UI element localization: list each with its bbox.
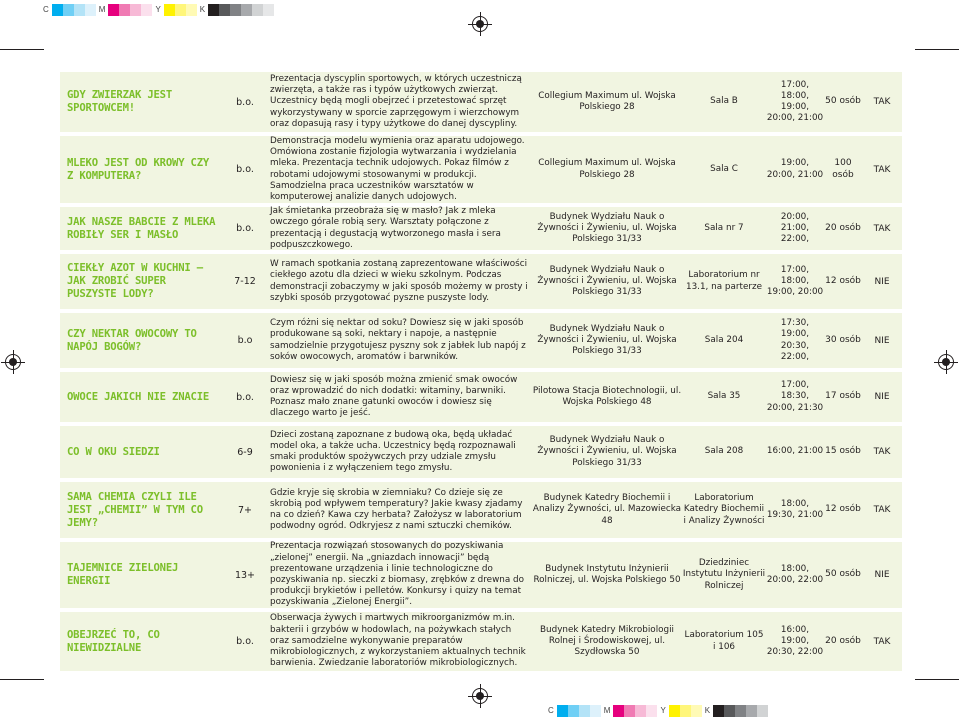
swatch (613, 705, 624, 717)
age-group: 7-12 (234, 276, 256, 287)
workshop-room: Laboratorium 105 i 106 (684, 630, 764, 652)
crop-line (0, 679, 44, 680)
workshop-location: Collegium Maximum ul. Wojska Polskiego 28 (538, 158, 676, 180)
workshop-description: Dzieci zostaną zapoznane z budową oka, będą układać model oka, a także ucha. Uczestnicy będą rozpoznawali smaki produktów spożywczych przy udziale zmysłu powonienia i z wyłączeniem tego zmysłu. (270, 429, 516, 474)
workshop-description: Prezentacja dyscyplin sportowych, w których uczestniczą zwierzęta, a także ras i typów użytkowych zwierząt. Uczestnicy będą mogli obejrzeć i przetestować sprzęt wykorzystywany w sporcie zaprzęgowym i wierzchowym oraz dopasują rasy i typy użytkowe do danej dyscypliny. (270, 73, 522, 129)
participant-count: 30 osób (825, 334, 861, 345)
swatch (186, 4, 197, 16)
swatch (208, 4, 219, 16)
table-row (60, 313, 902, 368)
swatch (624, 705, 635, 717)
workshop-table (60, 72, 902, 675)
swatch (52, 4, 63, 16)
crop-line (915, 679, 959, 680)
registration-required: TAK (873, 505, 891, 515)
swatch (74, 4, 85, 16)
table-row (60, 136, 902, 203)
workshop-description: W ramach spotkania zostaną zaprezentowane właściwości ciekłego azotu dla dzieci w wieku szkolnym. Podczas demonstracji zobaczymy w jaki sposób możemy w prosty i szybki sposób przygotować pyszne puszyste lody. (270, 259, 528, 303)
participant-count: 17 osób (825, 391, 861, 402)
swatch (568, 705, 579, 717)
workshop-title: CO W OKU SIEDZI (67, 445, 160, 458)
swatch (746, 705, 757, 717)
age-group: b.o. (236, 223, 254, 234)
registration-required: TAK (873, 97, 891, 107)
workshop-title: TAJEMNICE ZIELONEJ ENERGII (67, 562, 179, 587)
workshop-title: MLEKO JEST OD KROWY CZY Z KOMPUTERA? (67, 156, 210, 182)
table-row (60, 254, 902, 309)
workshop-room: Sala nr 7 (704, 222, 744, 233)
workshop-room: Sala 208 (704, 446, 744, 457)
swatch (735, 705, 746, 717)
swatch (63, 4, 74, 16)
workshop-description: Demonstracja modelu wymienia oraz aparatu udojowego. Omówiona zostanie fizjologia wytwarzania i wydzielania mleka. Prezentacja technik udojowych. Pokaz filmów z robotami udojowymi stosowanymi w produkcji. Samodzielna praca uczestników warsztatów w komputerowej analizie danych udojowych. (270, 135, 525, 202)
table-row (60, 612, 902, 671)
participant-count: 50 osób (825, 96, 861, 107)
swatch (557, 705, 568, 717)
registration-required: NIE (874, 276, 890, 287)
registration-mark-icon (938, 354, 954, 370)
workshop-times: 17:00, 18:00, 19:00, 20:00 (766, 264, 824, 298)
participant-count: 20 osób (825, 635, 861, 646)
swatch (669, 705, 680, 717)
age-group: 7+ (237, 504, 252, 516)
swatch (108, 4, 119, 16)
workshop-location: Pilotowa Stacja Biotechnologii, ul. Wojska Polskiego 48 (532, 385, 682, 407)
workshop-room: Sala C (710, 163, 738, 174)
swatch (85, 4, 96, 16)
workshop-location: Budynek Wydziału Nauk o Żywności i Żywieniu, ul. Wojska Polskiego 31/33 (537, 435, 677, 468)
swatch (646, 705, 657, 717)
swatch (119, 4, 130, 16)
registration-required: NIE (874, 392, 890, 402)
registration-mark-icon (472, 688, 488, 704)
top-color-bar (40, 4, 274, 16)
table-row (60, 207, 902, 250)
table-row (60, 542, 902, 608)
workshop-room: Dziedziniec Instytutu Inżynierii Rolniczej (682, 558, 766, 591)
registration-required: NIE (874, 570, 890, 580)
swatch (164, 4, 175, 16)
workshop-description: Czym różni się nektar od soku? Dowiesz się w jaki sposób produkowane są soki, nektary i napoje, a następnie samodzielnie przygotujesz pyszny sok z jabłek lub napój z soków owocowych, aromatów i barwników. (270, 318, 526, 362)
workshop-room: Sala 204 (704, 334, 744, 345)
age-group: 6-9 (237, 446, 253, 458)
workshop-location: Budynek Wydziału Nauk o Żywności i Żywieniu, ul. Wojska Polskiego 31/33 (537, 323, 677, 357)
crop-line (915, 49, 959, 50)
participant-count: 12 osób (825, 504, 861, 515)
color-label-k: K (199, 5, 206, 14)
swatch (252, 4, 263, 16)
registration-required: TAK (873, 223, 891, 234)
workshop-title: OWOCE JAKICH NIE ZNACIE (67, 390, 210, 403)
workshop-description: Prezentacja rozwiązań stosowanych do pozyskiwania „zielonej” energii. Na „gniazdach innowacji” będą prezentowane urządzenia i linie technologiczne do pozyskiwania np. sieczki z biomasy, zrębków z drewna do produkcji brykietów i pelletów. Konkursy i quizy na temat pozyskiwania „Zielonej Energii”. (270, 541, 524, 608)
registration-mark-icon (5, 354, 21, 370)
workshop-description: Gdzie kryje się skrobia w ziemniaku? Co dzieje się ze skrobią pod wpływem temperatury? Jakie kwasy zjadamy na co dzień? Kawa czy herbata? Założysz w laboratorium podwodny ogród. Odkryjesz z nami sztuczki chemików. (270, 487, 523, 532)
swatch (724, 705, 735, 717)
workshop-title: GDY ZWIERZAK JEST SPORTOWCEM! (67, 89, 173, 114)
swatch (757, 705, 768, 717)
registration-required: TAK (873, 636, 891, 647)
swatch (219, 4, 230, 16)
workshop-times: 18:00, 19:30, 21:00 (766, 498, 824, 520)
table-row (60, 426, 902, 478)
workshop-times: 17:00, 18:30, 20:00, 21:30 (766, 380, 824, 413)
workshop-times: 17:30, 19:00, 20:30, 22:00, (780, 318, 810, 362)
registration-mark-icon (472, 16, 488, 32)
age-group: b.o. (236, 164, 254, 175)
workshop-times: 20:00, 21:00, 22:00, (780, 211, 810, 245)
workshop-times: 19:00, 20:00, 21:00 (766, 158, 824, 180)
table-row (60, 72, 902, 132)
registration-required: TAK (873, 447, 891, 457)
color-label-c: C (548, 706, 554, 715)
bottom-color-bar (545, 705, 768, 717)
swatch (241, 4, 252, 16)
color-label-m: M (98, 5, 106, 14)
workshop-title: CZY NEKTAR OWOCOWY TO NAPÓJ BOGÓW? (67, 327, 197, 353)
swatch (713, 705, 724, 717)
table-row (60, 372, 902, 422)
color-label-c: C (43, 5, 49, 14)
crop-line (0, 49, 44, 50)
workshop-times: 17:00, 18:00, 19:00, 20:00, 21:00 (766, 79, 824, 124)
workshop-description: Jak śmietanka przeobraża się w masło? Jak z mleka owczego górale robią sery. Warsztaty połączone z prezentacją i degustacją wytworzonego masła i sera podpuszczkowego. (270, 206, 501, 250)
workshop-location: Budynek Instytutu Inżynierii Rolniczej, ul. Wojska Polskiego 50 (533, 563, 681, 585)
swatch (691, 705, 702, 717)
swatch (590, 705, 601, 717)
participant-count: 12 osób (825, 275, 861, 286)
registration-required: TAK (873, 164, 891, 175)
color-label-k: K (704, 706, 711, 715)
workshop-room: Sala B (710, 96, 738, 107)
age-group: b.o (237, 335, 253, 346)
workshop-title: SAMA CHEMIA CZYLI ILE JEST „CHEMII” W TYM CO JEMY? (67, 490, 203, 529)
color-label-y: Y (155, 5, 161, 14)
workshop-description: Obserwacja żywych i martwych mikroorganizmów m.in. bakterii i grzybów w hodowlach, na pożywkach stałych oraz samodzielne wykonywanie preparatów mikrobiologicznych, z wykorzystaniem aktualnych technik barwienia. Zwiedzanie laboratoriów mikrobiologicznych. (270, 613, 526, 669)
workshop-times: 18:00, 20:00, 22:00 (766, 563, 824, 585)
workshop-description: Dowiesz się w jaki sposób można zmienić smak owoców oraz wprowadzić do nich dodatki: witaminy, barwniki. Poznasz mało znane gatunki owoców i dowiesz się dlaczego warto je jeść. (270, 374, 518, 419)
workshop-times: 16:00, 19:00, 20:30, 22:00 (766, 624, 824, 658)
workshop-location: Budynek Katedry Mikrobiologii Rolnej i Środowiskowej, ul. Szydłowska 50 (540, 624, 674, 658)
age-group: b.o. (236, 96, 254, 108)
swatch (680, 705, 691, 717)
workshop-location: Budynek Wydziału Nauk o Żywności i Żywieniu, ul. Wojska Polskiego 31/33 (537, 264, 677, 298)
table-row (60, 482, 902, 538)
color-label-m: M (603, 706, 611, 715)
swatch (579, 705, 590, 717)
participant-count: 20 osób (825, 222, 861, 233)
swatch (263, 4, 274, 16)
participant-count: 50 osób (825, 569, 861, 580)
swatch (175, 4, 186, 16)
workshop-location: Collegium Maximum ul. Wojska Polskiego 28 (538, 90, 676, 112)
workshop-location: Budynek Wydziału Nauk o Żywności i Żywieniu, ul. Wojska Polskiego 31/33 (537, 211, 677, 245)
workshop-room: Sala 35 (707, 391, 741, 402)
workshop-room: Laboratorium nr 13.1, na parterze (685, 270, 763, 292)
registration-required: NIE (874, 335, 890, 346)
workshop-title: OBEJRZEĆ TO, CO NIEWIDZIALNE (67, 628, 160, 654)
workshop-title: JAK NASZE BABCIE Z MLEKA ROBIŁY SER I MASŁO (67, 215, 216, 241)
participant-count: 15 osób (825, 446, 861, 457)
workshop-times: 16:00, 21:00 (766, 446, 824, 457)
age-group: b.o. (236, 391, 254, 403)
participant-count: 100 osób (832, 158, 854, 180)
workshop-location: Budynek Katedry Biochemii i Analizy Żywności, ul. Mazowiecka 48 (532, 493, 682, 526)
age-group: 13+ (234, 569, 256, 581)
workshop-room: Laboratorium Katedry Biochemii i Analizy Żywności (683, 493, 765, 526)
color-label-y: Y (660, 706, 666, 715)
swatch (230, 4, 241, 16)
swatch (141, 4, 152, 16)
workshop-title: CIEKŁY AZOT W KUCHNI – JAK ZROBIĆ SUPER PUSZYSTE LODY? (67, 262, 203, 300)
swatch (130, 4, 141, 16)
age-group: b.o. (236, 636, 254, 647)
swatch (635, 705, 646, 717)
